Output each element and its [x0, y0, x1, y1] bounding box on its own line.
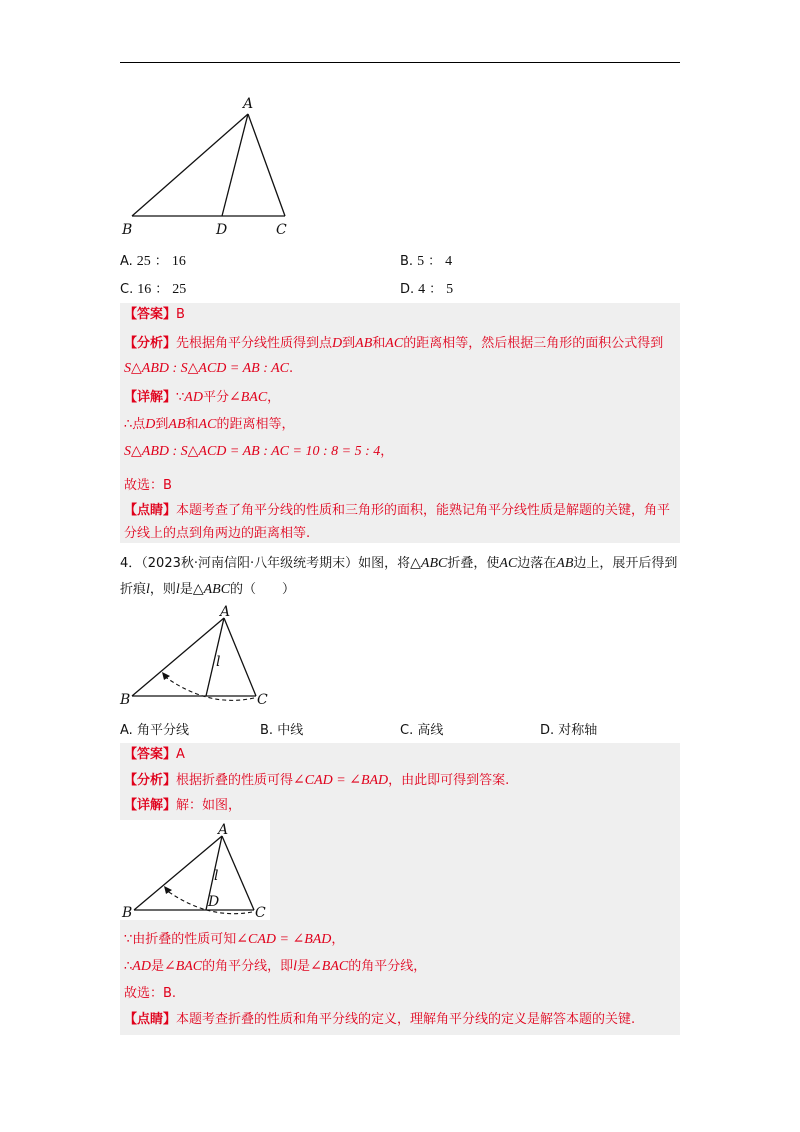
- q3-comment: 【点睛】本题考查了角平分线的性质和三角形的面积，能熟记角平分线性质是解题的关键，角平分线上的点到角两边的距离相等.: [124, 503, 671, 541]
- q4-comment: 【点睛】本题考查折叠的性质和角平分线的定义，理解角平分线的定义是解答本题的关键.: [124, 1012, 636, 1027]
- q3-option-c[interactable]: C. 16 ： 25: [120, 282, 187, 297]
- q4-question: 4．（2023秋·河南信阳·八年级统考期末）如图，将△ABC折叠，使AC边落在AB边上，展开后得到折痕l，则l是△ABC的（ ）: [120, 556, 678, 597]
- q4-choose: 故选：B.: [124, 986, 177, 1001]
- q3-detail-line1: 【详解】∵AD平分∠BAC，: [124, 390, 281, 405]
- q3-detail-line2: ∴点D到AB和AC的距离相等，: [124, 417, 295, 432]
- q4-crease-l: [206, 618, 224, 696]
- q3-choose: 故选：B: [124, 478, 172, 493]
- q4-option-a[interactable]: A. 角平分线: [120, 723, 189, 738]
- q4-label-l: l: [216, 654, 221, 670]
- q3-answer: 【答案】B: [124, 307, 185, 322]
- q4-detail: 【详解】解：如图，: [124, 798, 242, 813]
- q4d-label-c: C: [255, 905, 266, 920]
- q4d-side-ac: [222, 836, 254, 910]
- q3-label-a: A: [243, 96, 254, 112]
- q3-analysis: 【分析】先根据角平分线性质得到点D到AB和AC的距离相等，然后根据三角形的面积公式得到S△ABD : S△ACD = AB : AC.: [124, 336, 664, 376]
- q3-side-ac: [248, 114, 285, 216]
- q4-option-d[interactable]: D. 对称轴: [540, 723, 598, 738]
- q4-since: ∵由折叠的性质可知∠CAD = ∠BAD，: [124, 932, 345, 947]
- q3-label-c: C: [276, 222, 287, 238]
- q4-label-c: C: [257, 692, 268, 708]
- header-rule: [120, 62, 680, 63]
- q4-side-ac: [224, 618, 256, 696]
- q3-option-b[interactable]: B. 5 ： 4: [400, 254, 453, 269]
- q4d-label-l: l: [214, 868, 219, 884]
- q4d-label-a: A: [218, 822, 229, 838]
- q4-detail-figure: [120, 820, 270, 920]
- q3-label-b: B: [122, 222, 133, 238]
- q3-label-d: D: [216, 222, 228, 238]
- q4-fold-figure: [118, 604, 298, 710]
- q3-detail-line3: S△ABD : S△ACD = AB : AC = 10 : 8 = 5 : 4，: [124, 444, 394, 459]
- q4-side-ab: [132, 618, 224, 696]
- q4-label-a: A: [220, 604, 231, 620]
- q4d-label-b: B: [122, 905, 133, 920]
- q4d-label-d: D: [208, 894, 220, 910]
- q4-analysis: 【分析】根据折叠的性质可得∠CAD = ∠BAD，由此即可得到答案.: [124, 773, 510, 788]
- q3-option-d[interactable]: D. 4 ： 5: [400, 282, 454, 297]
- q4-answer: 【答案】A: [124, 747, 185, 762]
- q3-option-a[interactable]: A. 25 ： 16: [120, 254, 186, 269]
- q4-option-c[interactable]: C. 高线: [400, 723, 444, 738]
- q3-triangle-figure: [118, 92, 298, 240]
- q4-thus: ∴AD是∠BAC的角平分线，即l是∠BAC的角平分线，: [124, 959, 427, 974]
- q4-fold-arc: [164, 676, 254, 700]
- q4-arrow-head: [162, 672, 170, 680]
- q3-segment-ad: [222, 114, 248, 216]
- q3-side-ab: [132, 114, 248, 216]
- q4-option-b[interactable]: B. 中线: [260, 723, 304, 738]
- q4-label-b: B: [120, 692, 131, 708]
